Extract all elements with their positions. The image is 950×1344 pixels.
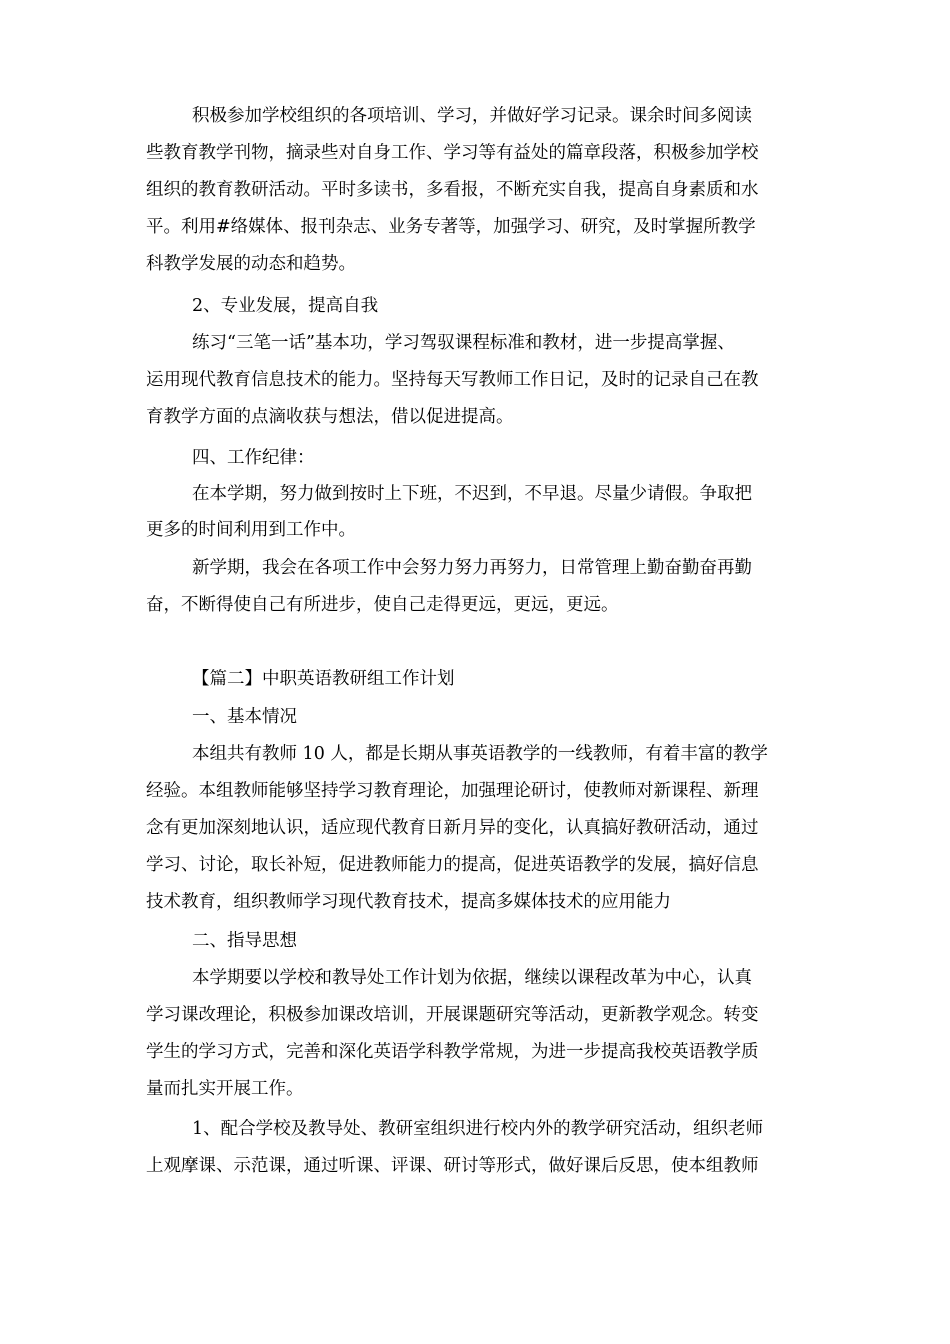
text-line: 经验。本组教师能够坚持学习教育理论，加强理论研讨，使教师对新课程、新理	[146, 781, 759, 801]
section-heading: 四、工作纪律：	[192, 448, 315, 468]
text-line: 技术教育，组织教师学习现代教育技术，提高多媒体技术的应用能力	[146, 892, 671, 912]
text-line: 量而扎实开展工作。	[146, 1079, 304, 1099]
text-line: 新学期，我会在各项工作中会努力努力再努力，日常管理上勤奋勤奋再勤	[192, 558, 752, 578]
text-line: 运用现代教育信息技术的能力。坚持每天写教师工作日记，及时的记录自己在教	[146, 370, 759, 390]
text-line: 学生的学习方式，完善和深化英语学科教学常规，为进一步提高我校英语教学质	[146, 1042, 759, 1062]
text-line: 学习课改理论，积极参加课改培训，开展课题研究等活动，更新教学观念。转变	[146, 1005, 759, 1025]
text-line: 科教学发展的动态和趋势。	[146, 254, 356, 274]
section-heading: 二、指导思想	[192, 931, 297, 951]
text-line: 奋，不断得使自己有所进步，使自己走得更远，更远，更远。	[146, 595, 619, 615]
text-line: 1、配合学校及教导处、教研室组织进行校内外的教学研究活动，组织老师	[192, 1119, 764, 1139]
section-heading: 2、专业发展，提高自我	[192, 296, 379, 316]
text-line: 平。利用#络媒体、报刊杂志、业务专著等，加强学习、研究，及时掌握所教学	[146, 217, 756, 237]
text-line: 学习、讨论，取长补短，促进教师能力的提高，促进英语教学的发展，搞好信息	[146, 855, 759, 875]
text-line: 本学期要以学校和教导处工作计划为依据，继续以课程改革为中心，认真	[192, 968, 752, 988]
text-line: 积极参加学校组织的各项培训、学习，并做好学习记录。课余时间多阅读	[192, 106, 752, 126]
text-line: 在本学期，努力做到按时上下班，不迟到，不早退。尽量少请假。争取把	[192, 484, 752, 504]
text-line: 本组共有教师 10 人，都是长期从事英语教学的一线教师，有着丰富的教学	[192, 744, 768, 764]
text-line: 育教学方面的点滴收获与想法，借以促进提高。	[146, 407, 514, 427]
document-title: 【篇二】中职英语教研组工作计划	[192, 669, 455, 689]
text-line: 组织的教育教研活动。平时多读书，多看报，不断充实自我，提高自身素质和水	[146, 180, 759, 200]
section-heading: 一、基本情况	[192, 707, 297, 727]
text-line: 更多的时间利用到工作中。	[146, 520, 356, 540]
text-line: 念有更加深刻地认识，适应现代教育日新月异的变化，认真搞好教研活动，通过	[146, 818, 759, 838]
text-line: 上观摩课、示范课，通过听课、评课、研讨等形式，做好课后反思，使本组教师	[146, 1156, 759, 1176]
text-line: 练习“三笔一话”基本功，学习驾驭课程标准和教材，进一步提高掌握、	[192, 333, 735, 353]
text-line: 些教育教学刊物，摘录些对自身工作、学习等有益处的篇章段落，积极参加学校	[146, 143, 759, 163]
